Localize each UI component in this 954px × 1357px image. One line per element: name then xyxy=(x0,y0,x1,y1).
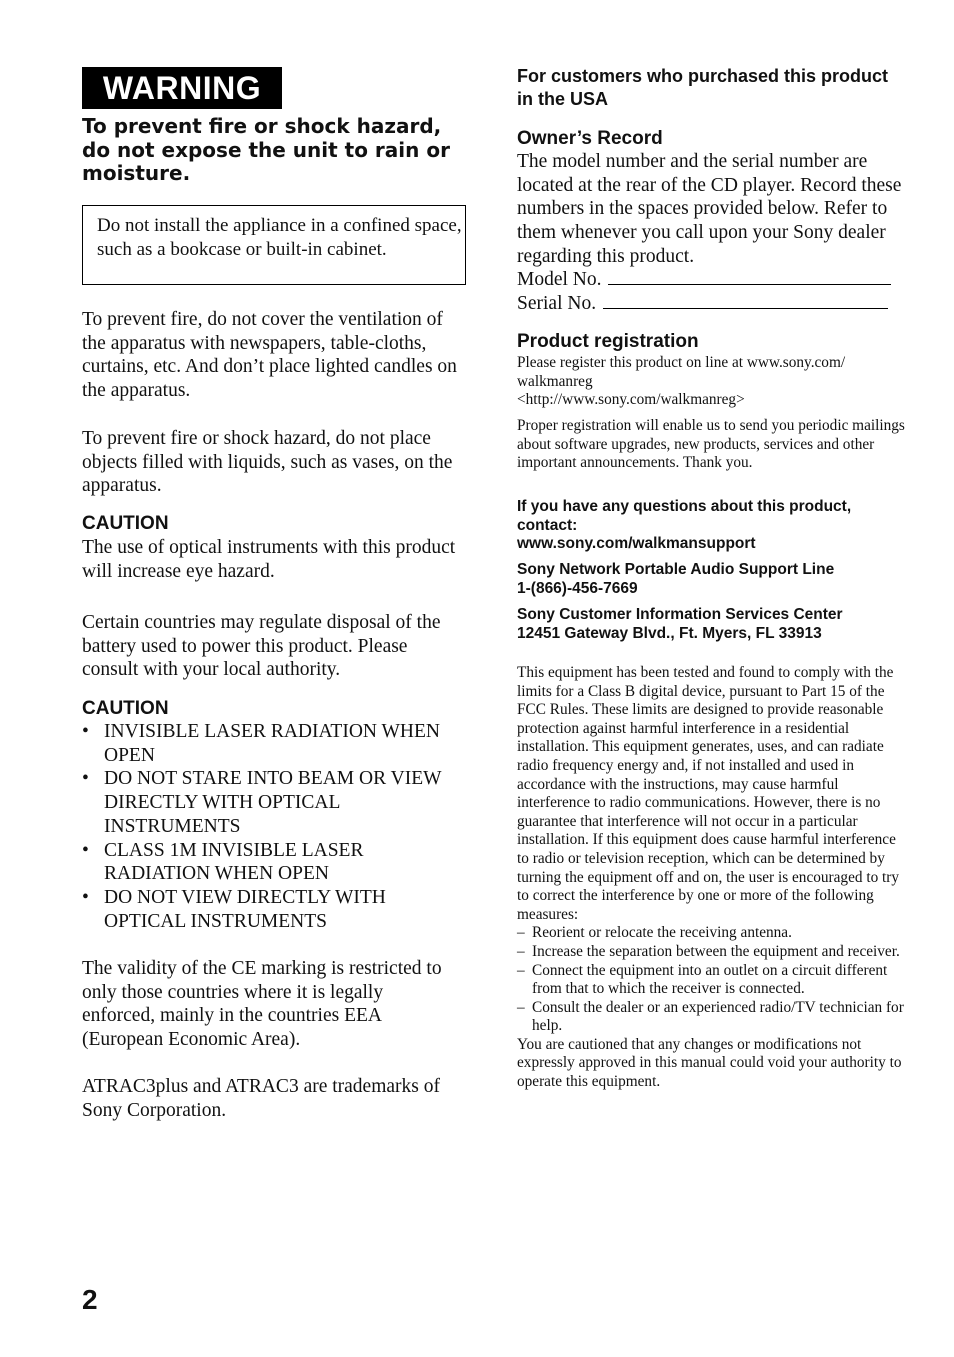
serial-no-label: Serial No. xyxy=(517,293,597,314)
customer-center-address: 12451 Gateway Blvd., Ft. Myers, FL 33913 xyxy=(517,624,822,642)
support-website: www.sony.com/walkmansupport xyxy=(517,535,756,552)
laser-caution-list xyxy=(82,720,468,933)
warning-label: WARNING xyxy=(82,67,282,109)
bullet-icon: • xyxy=(82,721,89,742)
support-line: Sony Network Portable Audio Support Line 1-(866)-456-7669 xyxy=(517,561,909,598)
model-no-field xyxy=(517,268,909,292)
serial-no-blank xyxy=(603,292,888,309)
ce-marking-paragraph: The validity of the CE marking is restricted to only those countries where it is legally enforced, mainly in the countries EEA (European Economic Area). xyxy=(82,958,442,1051)
model-no-label: Model No. xyxy=(517,269,602,290)
dash-icon: – xyxy=(517,961,525,979)
fire-ventilation-paragraph: To prevent fire, do not cover the ventilation of the apparatus with newspapers, table-cloths, curtains, etc. And don’t place lighted candles on the apparatus. xyxy=(82,309,457,402)
list-item: • DO NOT STARE INTO BEAM OR VIEW DIRECTLY WITH OPTICAL INSTRUMENTS xyxy=(82,768,442,837)
liquids-paragraph: To prevent fire or shock hazard, do not place objects filled with liquids, such as vases, on the apparatus. xyxy=(82,428,453,497)
owners-record-text: The model number and the serial number are located at the rear of the CD player. Record these numbers in the spaces provided below. Refer to them whenever you call upon your Sony dealer regarding this product. xyxy=(517,151,902,267)
model-no-blank xyxy=(608,268,891,285)
bullet-icon: • xyxy=(82,886,89,908)
dash-icon: – xyxy=(517,924,525,942)
list-item: • DO NOT VIEW DIRECTLY WITH OPTICAL INSTRUMENTS xyxy=(82,886,386,932)
bullet-icon: • xyxy=(82,768,89,790)
fcc-statement xyxy=(517,664,909,1092)
warning-headline: To prevent fire or shock hazard, do not expose the unit to rain or moisture. xyxy=(82,114,450,185)
install-notice-text: Do not install the appliance in a confined space, such as a bookcase or built-in cabinet. xyxy=(97,215,462,260)
list-item: – Connect the equipment into an outlet on a circuit different from that to which the receiver is connected. xyxy=(517,961,888,998)
caution-heading-2: CAUTION xyxy=(82,698,169,719)
list-item: • INVISIBLE LASER RADIATION WHEN OPEN xyxy=(82,721,440,766)
optical-caution-text: The use of optical instruments with this product will increase eye hazard. xyxy=(82,537,456,582)
battery-disposal-paragraph: Certain countries may regulate disposal of the battery used to power this product. Please consult with your local authority. xyxy=(82,612,441,681)
registration-benefits-text: Proper registration will enable us to send you periodic mailings about software upgrades, new products, services and other important announcements. Thank you. xyxy=(517,417,905,471)
dash-icon: – xyxy=(517,942,525,960)
trademark-paragraph: ATRAC3plus and ATRAC3 are trademarks of Sony Corporation. xyxy=(82,1076,440,1121)
caution-heading-1: CAUTION xyxy=(82,513,169,534)
list-item: • CLASS 1M INVISIBLE LASER RADIATION WHEN OPEN xyxy=(82,839,364,885)
registration-line: walkmanreg xyxy=(517,372,593,390)
install-notice-box xyxy=(82,205,466,285)
customer-center: Sony Customer Information Services Center 12451 Gateway Blvd., Ft. Myers, FL 33913 xyxy=(517,606,909,643)
questions-contact: If you have any questions about this product, contact: www.sony.com/walkmansupport xyxy=(517,498,909,554)
list-item: – Increase the separation between the equipment and receiver. xyxy=(517,942,900,960)
dash-icon: – xyxy=(517,998,525,1016)
serial-no-field xyxy=(517,292,909,316)
bullet-icon: • xyxy=(82,839,89,861)
owners-record-heading: Owner’s Record xyxy=(517,128,663,149)
list-item: – Reorient or relocate the receiving antenna. xyxy=(517,924,792,942)
usa-customers-heading: For customers who purchased this product in the USA xyxy=(517,66,889,109)
fcc-modification-caution: You are cautioned that any changes or modifications not expressly approved in this manual could void your authority to operate this equipment. xyxy=(517,1035,902,1091)
list-item: – Consult the dealer or an experienced radio/TV technician for help. xyxy=(517,998,904,1035)
page-number: 2 xyxy=(82,1284,98,1315)
registration-link: <http://www.sony.com/walkmanreg> xyxy=(517,391,745,408)
registration-info xyxy=(517,354,909,410)
fcc-compliance-text: This equipment has been tested and found to comply with the limits for a Class B digital device, pursuant to Part 15 of the FCC Rules. These limits are designed to provide reasonable protection against harmful interference in a residential installation. This equipment generates, uses, and can radiate radio frequency energy and, if not installed and used in accordance with the instructions, may cause harmful interference to radio communications. However, there is no guarantee that interference will not occur in a particular installation. If this equipment does cause harmful interference to radio or television reception, which can be determined by turning the equipment off and on, the user is encouraged to try to correct the interference by one or more of the following measures: xyxy=(517,664,900,923)
registration-line: Please register this product on line at www.sony.com/ xyxy=(517,354,846,371)
support-phone: 1-(866)-456-7669 xyxy=(517,579,638,597)
product-registration-heading: Product registration xyxy=(517,331,699,352)
